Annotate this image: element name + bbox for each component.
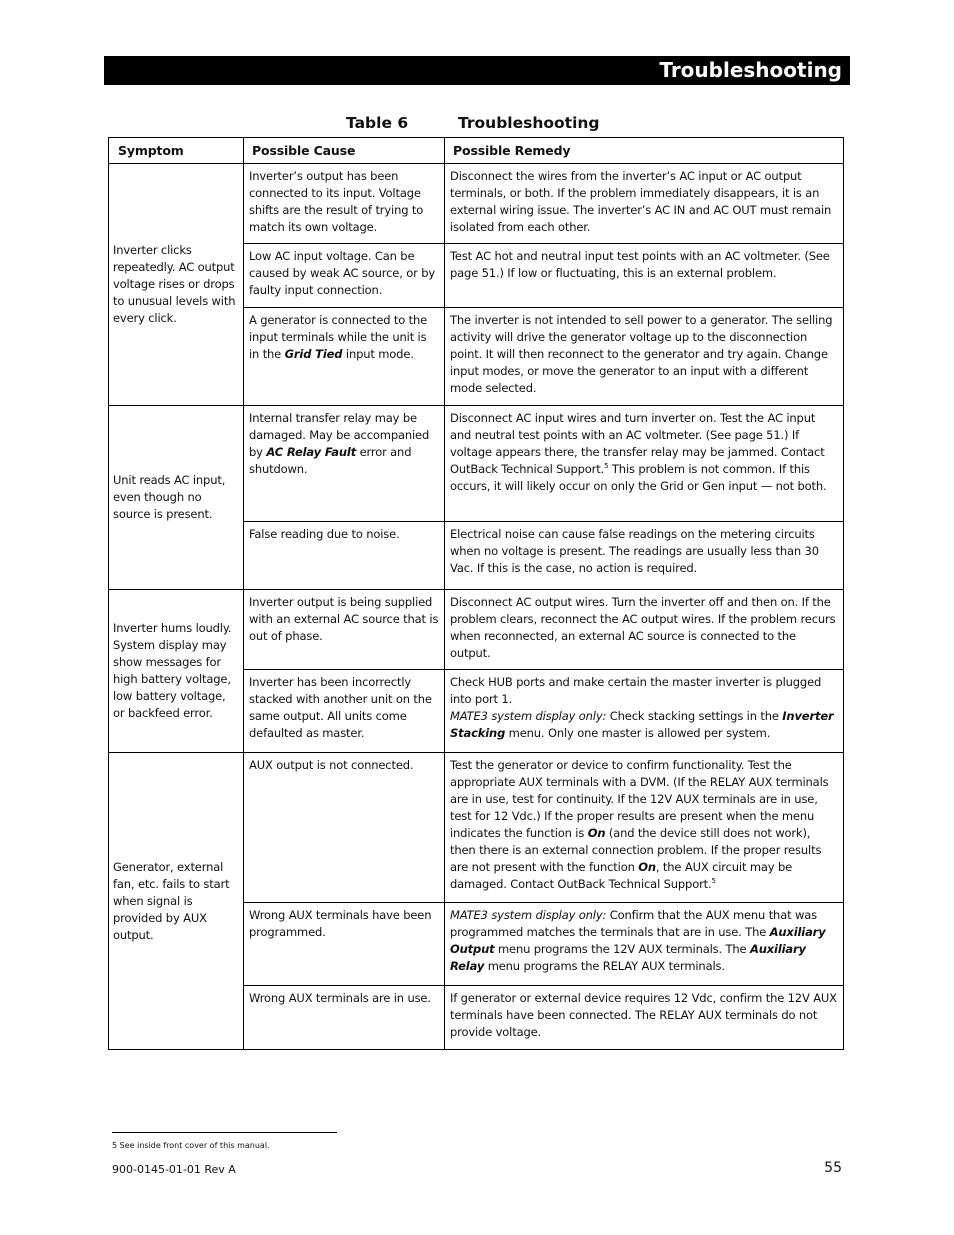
column-header-symptom: Symptom	[109, 138, 244, 164]
cause-cell: A generator is connected to the input terminals while the unit is in the Grid Tied input mode.	[244, 308, 445, 406]
footnote-ref: 5	[711, 877, 716, 886]
symptom-cell: Unit reads AC input, even though no source is present.	[109, 406, 244, 590]
footnote: 5 See inside front cover of this manual.	[112, 1141, 270, 1150]
italic-note: MATE3 system display only:	[450, 908, 607, 922]
document-number: 900-0145-01-01 Rev A	[112, 1163, 236, 1176]
cause-cell: Inverter has been incorrectly stacked with another unit on the same output. All units come defaulted as master.	[244, 670, 445, 753]
footnote-divider	[112, 1132, 337, 1133]
table-name: Troubleshooting	[458, 114, 600, 132]
emphasis-term: Inverter Stacking	[450, 709, 834, 740]
remedy-cell: Disconnect AC input wires and turn inverter on. Test the AC input and neutral test points with an AC voltmeter. (See page 51.) If voltage appears there, the transfer relay may be jammed. Contact OutBack Technical Support.$^5$ This problem is not common. If this occurs, it will likely occur on only the Grid or Gen input — not both.	[445, 406, 844, 522]
cause-cell: Inverter output is being supplied with an external AC source that is out of phase.	[244, 590, 445, 670]
section-header-bar	[104, 56, 850, 85]
cause-cell: Low AC input voltage. Can be caused by weak AC source, or by faulty input connection.	[244, 244, 445, 308]
table-body	[109, 164, 844, 1050]
symptom-cell: Inverter hums loudly. System display may show messages for high battery voltage, low battery voltage, or backfeed error.	[109, 590, 244, 753]
table-row	[109, 753, 844, 903]
emphasis-term: Auxiliary Output	[450, 925, 826, 956]
cause-cell: Internal transfer relay may be damaged. May be accompanied by AC Relay Fault error and shutdown.	[244, 406, 445, 522]
remedy-cell: Test the generator or device to confirm functionality. Test the appropriate AUX terminals with a DVM. (If the RELAY AUX terminals are in use, test for continuity. If the 12V AUX terminals are in use, test for 12 Vdc.) If the proper results are present when the menu indicates the function is On (and the device still does not work), then there is an external connection problem. If the proper results are not present with the function On, the AUX circuit may be damaged. Contact OutBack Technical Support.$^5$	[445, 753, 844, 903]
italic-note: MATE3 system display only:	[450, 709, 607, 723]
remedy-cell: If generator or external device requires 12 Vdc, confirm the 12V AUX terminals have been connected. The RELAY AUX terminals do not provide voltage.	[445, 986, 844, 1050]
section-title: Troubleshooting	[659, 58, 842, 82]
emphasis-term: On	[638, 860, 656, 874]
emphasis-term: AC Relay Fault	[266, 445, 357, 459]
table-row	[109, 406, 844, 522]
page-number: 55	[824, 1160, 842, 1176]
emphasis-term: On	[587, 826, 606, 840]
remedy-cell: Check HUB ports and make certain the master inverter is plugged into port 1. MATE3 system display only: Check stacking settings in the Inverter Stacking menu. Only one master is allowed per system.	[445, 670, 844, 753]
symptom-cell: Generator, external fan, etc. fails to start when signal is provided by AUX output.	[109, 753, 244, 1050]
footnote-ref: 5	[604, 462, 609, 471]
symptom-cell: Inverter clicks repeatedly. AC output voltage rises or drops to unusual levels with every click.	[109, 164, 244, 406]
cause-cell: False reading due to noise.	[244, 522, 445, 590]
table-row	[109, 590, 844, 670]
cause-cell: Wrong AUX terminals have been programmed.	[244, 903, 445, 986]
table-row	[109, 164, 844, 244]
remedy-cell: Disconnect the wires from the inverter’s AC input or AC output terminals, or both. If the problem immediately disappears, it is an external wiring issue. The inverter’s AC IN and AC OUT must remain isolated from each other.	[445, 164, 844, 244]
column-header-remedy: Possible Remedy	[445, 138, 844, 164]
table-number: Table 6	[346, 114, 409, 132]
column-header-cause: Possible Cause	[244, 138, 445, 164]
remedy-cell: The inverter is not intended to sell power to a generator. The selling activity will drive the generator voltage up to the disconnection point. It will then reconnect to the generator and try again. Change input modes, or move the generator to an input with a different mode selected.	[445, 308, 844, 406]
cause-cell: AUX output is not connected.	[244, 753, 445, 903]
cause-cell: Inverter’s output has been connected to its input. Voltage shifts are the result of trying to match its own voltage.	[244, 164, 445, 244]
table-caption	[108, 114, 842, 136]
troubleshooting-table	[108, 137, 844, 1050]
emphasis-term: Grid Tied	[284, 347, 343, 361]
emphasis-term: Auxiliary Relay	[450, 942, 806, 973]
remedy-cell: Disconnect AC output wires. Turn the inverter off and then on. If the problem clears, reconnect the AC output wires. If the problem recurs when reconnected, an external AC source is connected to the output.	[445, 590, 844, 670]
remedy-cell: Electrical noise can cause false readings on the metering circuits when no voltage is present. The readings are usually less than 30 Vac. If this is the case, no action is required.	[445, 522, 844, 590]
remedy-cell: Test AC hot and neutral input test points with an AC voltmeter. (See page 51.) If low or fluctuating, this is an external problem.	[445, 244, 844, 308]
table-header-row	[109, 138, 844, 164]
cause-cell: Wrong AUX terminals are in use.	[244, 986, 445, 1050]
remedy-cell: MATE3 system display only: Confirm that the AUX menu that was programmed matches the terminals that are in use. The Auxiliary Output menu programs the 12V AUX terminals. The Auxiliary Relay menu programs the RELAY AUX terminals.	[445, 903, 844, 986]
